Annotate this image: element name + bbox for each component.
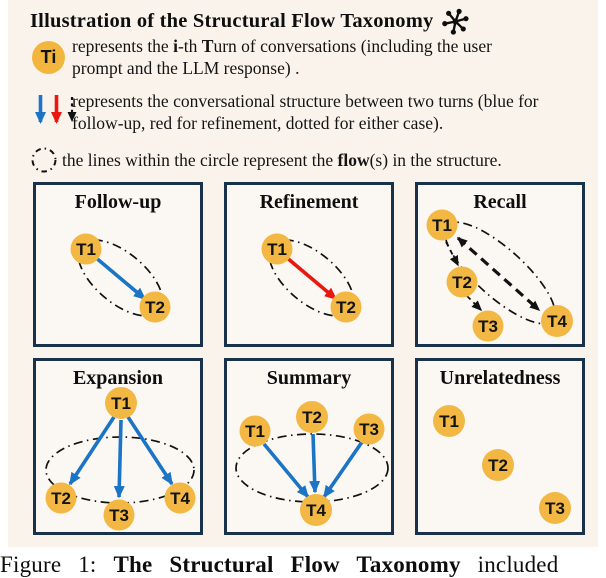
- node-t2-label: T2: [51, 489, 71, 508]
- node-t3-label: T3: [109, 506, 129, 525]
- turn-badge-label: Ti: [40, 47, 57, 67]
- node-t1-label: T1: [111, 394, 131, 413]
- node-t2-label: T2: [145, 298, 165, 317]
- node-t4-label: T4: [547, 312, 567, 331]
- node-t4-label: T4: [306, 501, 326, 520]
- node-t1-label: T1: [76, 240, 96, 259]
- taxonomy-figure: [8, 0, 598, 547]
- caption-bold: The Structural Flow Taxonomy: [113, 552, 461, 577]
- panel-follow-up: [33, 182, 203, 347]
- legend-flow-pre: the lines within the circle represent the: [62, 150, 338, 170]
- node-t4-label: T4: [170, 489, 190, 508]
- grid-row-1: [33, 182, 585, 347]
- node-t2-label: T2: [452, 273, 472, 292]
- panel-summary-title: Summary: [266, 367, 352, 389]
- node-t1-label: T1: [267, 240, 287, 259]
- panel-recall-title: Recall: [473, 191, 527, 213]
- legend-structure-text: represents the conversational structure between two turns (blue for follow-up, red for refinement, dotted for either case).: [72, 91, 539, 133]
- node-t1-label: T1: [439, 412, 459, 431]
- panel-follow-up-title: Follow-up: [74, 191, 162, 213]
- figure-caption: [0, 552, 606, 578]
- panel-recall: [415, 182, 585, 347]
- dashed-circle-icon: [28, 144, 60, 176]
- panel-refinement-title: Refinement: [259, 191, 359, 213]
- figure-title-text: Illustration of the Structural Flow Taxonomy: [30, 10, 434, 32]
- node-t2-label: T2: [302, 408, 322, 427]
- caption-suffix: included: [460, 552, 559, 577]
- legend-turn-bold-t: T: [201, 36, 214, 56]
- node-t3-label: T3: [545, 499, 565, 518]
- node-t3-label: T3: [359, 420, 379, 439]
- node-t3-label: T3: [478, 317, 498, 336]
- panel-refinement: [224, 182, 394, 347]
- legend-turn-rest: urn of conversations (including the user prompt and the LLM response) .: [72, 36, 492, 78]
- node-t2-label: T2: [336, 298, 356, 317]
- legend-flow-post: (s) in the structure.: [369, 150, 502, 170]
- legend-flow-bold: flow: [337, 150, 370, 170]
- grid-row-2: [33, 358, 585, 535]
- molecule-asterisk-icon: [442, 8, 469, 35]
- turn-badge: [32, 41, 65, 74]
- caption-prefix: Figure 1:: [0, 552, 114, 577]
- node-t1-label: T1: [432, 216, 452, 235]
- legend-flow-text: [62, 149, 582, 171]
- panel-summary: [224, 358, 394, 535]
- red-down-arrow-icon: [50, 92, 63, 130]
- panel-unrelatedness-title: Unrelatedness: [439, 367, 561, 389]
- legend-turn-text: [72, 35, 524, 79]
- node-t2-label: T2: [488, 456, 508, 475]
- node-t1-label: T1: [245, 422, 265, 441]
- blue-down-arrow-icon: [34, 92, 47, 130]
- legend-turn-pre: represents the: [72, 36, 174, 56]
- taxonomy-grid: [33, 182, 585, 535]
- panel-expansion: [33, 358, 203, 535]
- legend-turn-bold-i: i: [173, 36, 178, 56]
- legend-turn-mid: -th: [177, 36, 202, 56]
- panel-unrelatedness: [415, 358, 585, 535]
- panel-expansion-title: Expansion: [72, 367, 164, 389]
- figure-title: [30, 8, 469, 35]
